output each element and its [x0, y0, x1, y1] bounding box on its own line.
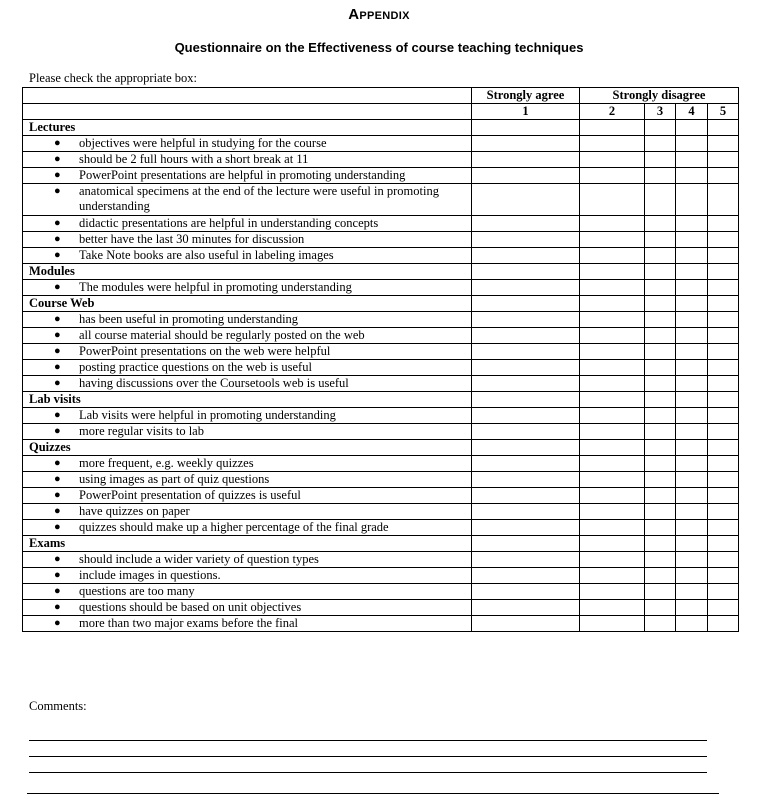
rating-cell[interactable] [580, 296, 645, 312]
rating-cell[interactable] [472, 408, 580, 424]
rating-cell[interactable] [676, 120, 708, 136]
rating-cell[interactable] [580, 408, 645, 424]
questionnaire-body [23, 120, 739, 632]
question-cell [23, 584, 472, 600]
question-row [23, 152, 739, 168]
question-row [23, 168, 739, 184]
section-label: Course Web [23, 296, 472, 312]
section-label: Quizzes [23, 440, 472, 456]
rating-cell[interactable] [580, 264, 645, 280]
rating-cell[interactable] [645, 216, 676, 232]
rating-cell[interactable] [580, 488, 645, 504]
rating-cell[interactable] [580, 136, 645, 152]
rating-cell[interactable] [472, 136, 580, 152]
question-row [23, 488, 739, 504]
bullet-icon: ● [54, 457, 61, 469]
rating-cell[interactable] [708, 280, 739, 296]
question-text: better have the last 30 minutes for discussion [79, 232, 305, 246]
bullet-icon: ● [54, 425, 61, 437]
bullet-icon: ● [54, 185, 61, 197]
rating-cell[interactable] [708, 120, 739, 136]
rating-cell[interactable] [472, 504, 580, 520]
rating-cell[interactable] [676, 472, 708, 488]
rating-cell[interactable] [472, 312, 580, 328]
rating-cell[interactable] [676, 296, 708, 312]
question-text: have quizzes on paper [79, 504, 190, 518]
rating-cell[interactable] [580, 472, 645, 488]
rating-cell[interactable] [580, 360, 645, 376]
question-row [23, 376, 739, 392]
rating-cell[interactable] [708, 296, 739, 312]
question-cell [23, 408, 472, 424]
rating-cell[interactable] [676, 392, 708, 408]
question-text: PowerPoint presentations on the web were helpful [79, 344, 331, 358]
header-row-labels [23, 88, 739, 104]
question-cell [23, 152, 472, 168]
question-cell [23, 136, 472, 152]
rating-cell[interactable] [472, 232, 580, 248]
section-row [23, 440, 739, 456]
bullet-icon: ● [54, 505, 61, 517]
question-text: Lab visits were helpful in promoting understanding [79, 408, 336, 422]
rating-cell[interactable] [645, 280, 676, 296]
rating-cell[interactable] [645, 312, 676, 328]
question-text: didactic presentations are helpful in understanding concepts [79, 216, 379, 230]
rating-cell[interactable] [676, 344, 708, 360]
rating-cell[interactable] [708, 536, 739, 552]
rating-cell[interactable] [708, 600, 739, 616]
question-row [23, 184, 739, 216]
questionnaire-table [22, 87, 739, 632]
bullet-icon: ● [54, 233, 61, 245]
question-cell [23, 568, 472, 584]
rating-cell[interactable] [472, 216, 580, 232]
rating-cell[interactable] [708, 472, 739, 488]
rating-cell[interactable] [708, 520, 739, 536]
rating-cell[interactable] [676, 360, 708, 376]
section-label: Modules [23, 264, 472, 280]
rating-cell[interactable] [580, 232, 645, 248]
question-text: PowerPoint presentation of quizzes is useful [79, 488, 301, 502]
section-label: Exams [23, 536, 472, 552]
question-cell [23, 312, 472, 328]
question-cell [23, 600, 472, 616]
rating-cell[interactable] [676, 568, 708, 584]
rating-cell[interactable] [645, 264, 676, 280]
question-row [23, 232, 739, 248]
question-row [23, 424, 739, 440]
rating-cell[interactable] [676, 488, 708, 504]
rating-cell[interactable] [645, 536, 676, 552]
rating-cell[interactable] [580, 344, 645, 360]
rating-cell[interactable] [708, 264, 739, 280]
rating-cell[interactable] [645, 616, 676, 632]
rating-cell[interactable] [645, 520, 676, 536]
rating-cell[interactable] [645, 552, 676, 568]
rating-cell[interactable] [472, 536, 580, 552]
rating-cell[interactable] [580, 440, 645, 456]
question-text: having discussions over the Coursetools web is useful [79, 376, 349, 390]
rating-cell[interactable] [676, 616, 708, 632]
scale-header-5: 5 [708, 104, 739, 120]
rating-cell[interactable] [472, 328, 580, 344]
question-row [23, 600, 739, 616]
comment-line[interactable] [29, 772, 707, 773]
rating-cell[interactable] [472, 376, 580, 392]
rating-cell[interactable] [645, 328, 676, 344]
bullet-icon: ● [54, 409, 61, 421]
rating-cell[interactable] [645, 392, 676, 408]
rating-cell[interactable] [472, 152, 580, 168]
rating-cell[interactable] [645, 344, 676, 360]
question-row [23, 280, 739, 296]
question-row [23, 568, 739, 584]
appendix-title: Appendix [348, 6, 410, 23]
question-cell [23, 424, 472, 440]
rating-cell[interactable] [676, 264, 708, 280]
bullet-icon: ● [54, 377, 61, 389]
question-text: The modules were helpful in promoting understanding [79, 280, 352, 294]
question-text: posting practice questions on the web is useful [79, 360, 312, 374]
rating-cell[interactable] [472, 296, 580, 312]
bullet-icon: ● [54, 137, 61, 149]
rating-cell[interactable] [708, 408, 739, 424]
rating-cell[interactable] [676, 136, 708, 152]
bullet-icon: ● [54, 553, 61, 565]
question-cell [23, 344, 472, 360]
rating-cell[interactable] [708, 376, 739, 392]
rating-cell[interactable] [580, 600, 645, 616]
rating-cell[interactable] [676, 520, 708, 536]
section-label: Lab visits [23, 392, 472, 408]
bullet-icon: ● [54, 313, 61, 325]
question-cell [23, 184, 472, 216]
question-cell [23, 616, 472, 632]
question-cell [23, 376, 472, 392]
question-cell [23, 552, 472, 568]
rating-cell[interactable] [580, 616, 645, 632]
question-cell [23, 504, 472, 520]
rating-cell[interactable] [708, 344, 739, 360]
questionnaire-subtitle: Questionnaire on the Effectiveness of course teaching techniques [174, 40, 584, 55]
comment-line[interactable] [27, 793, 719, 794]
rating-cell[interactable] [708, 616, 739, 632]
bullet-icon: ● [54, 329, 61, 341]
rating-cell[interactable] [708, 568, 739, 584]
rating-cell[interactable] [645, 152, 676, 168]
bullet-icon: ● [54, 473, 61, 485]
bullet-icon: ● [54, 169, 61, 181]
rating-cell[interactable] [472, 280, 580, 296]
section-row [23, 296, 739, 312]
rating-cell[interactable] [472, 344, 580, 360]
rating-cell[interactable] [676, 168, 708, 184]
rating-cell[interactable] [472, 440, 580, 456]
strongly-disagree-header: Strongly disagree [580, 88, 739, 104]
rating-cell[interactable] [580, 152, 645, 168]
rating-cell[interactable] [580, 184, 645, 216]
question-text: all course material should be regularly posted on the web [79, 328, 365, 342]
header-blank [23, 104, 472, 120]
rating-cell[interactable] [645, 600, 676, 616]
question-text: should be 2 full hours with a short break at 11 [79, 152, 309, 166]
rating-cell[interactable] [580, 552, 645, 568]
question-row [23, 408, 739, 424]
question-text: objectives were helpful in studying for the course [79, 136, 327, 150]
rating-cell[interactable] [645, 504, 676, 520]
question-row [23, 136, 739, 152]
bullet-icon: ● [54, 153, 61, 165]
rating-cell[interactable] [708, 248, 739, 264]
question-text: quizzes should make up a higher percentage of the final grade [79, 520, 389, 534]
bullet-icon: ● [54, 249, 61, 261]
rating-cell[interactable] [472, 456, 580, 472]
question-row [23, 344, 739, 360]
bullet-icon: ● [54, 521, 61, 533]
rating-cell[interactable] [472, 120, 580, 136]
rating-cell[interactable] [676, 216, 708, 232]
rating-cell[interactable] [580, 328, 645, 344]
rating-cell[interactable] [580, 280, 645, 296]
rating-cell[interactable] [472, 584, 580, 600]
comment-line[interactable] [29, 756, 707, 757]
rating-cell[interactable] [472, 360, 580, 376]
question-row [23, 312, 739, 328]
bullet-icon: ● [54, 281, 61, 293]
rating-cell[interactable] [580, 424, 645, 440]
rating-cell[interactable] [580, 584, 645, 600]
question-row [23, 328, 739, 344]
question-cell [23, 472, 472, 488]
rating-cell[interactable] [472, 392, 580, 408]
rating-cell[interactable] [472, 472, 580, 488]
question-text: using images as part of quiz questions [79, 472, 270, 486]
rating-cell[interactable] [676, 232, 708, 248]
rating-cell[interactable] [645, 440, 676, 456]
rating-cell[interactable] [472, 552, 580, 568]
comment-line[interactable] [29, 740, 707, 741]
scale-header-4: 4 [676, 104, 708, 120]
rating-cell[interactable] [645, 408, 676, 424]
question-cell [23, 232, 472, 248]
question-text: Take Note books are also useful in labeling images [79, 248, 334, 262]
scale-header-3: 3 [645, 104, 676, 120]
rating-cell[interactable] [472, 600, 580, 616]
rating-cell[interactable] [708, 152, 739, 168]
question-text: questions are too many [79, 584, 195, 598]
rating-cell[interactable] [676, 440, 708, 456]
bullet-icon: ● [54, 489, 61, 501]
rating-cell[interactable] [708, 440, 739, 456]
bullet-icon: ● [54, 585, 61, 597]
bullet-icon: ● [54, 217, 61, 229]
question-row [23, 248, 739, 264]
rating-cell[interactable] [708, 136, 739, 152]
rating-cell[interactable] [645, 424, 676, 440]
rating-cell[interactable] [472, 184, 580, 216]
rating-cell[interactable] [472, 248, 580, 264]
question-cell [23, 168, 472, 184]
rating-cell[interactable] [708, 488, 739, 504]
rating-cell[interactable] [676, 600, 708, 616]
rating-cell[interactable] [580, 376, 645, 392]
rating-cell[interactable] [580, 456, 645, 472]
question-row [23, 616, 739, 632]
rating-cell[interactable] [676, 376, 708, 392]
section-row [23, 264, 739, 280]
rating-cell[interactable] [580, 568, 645, 584]
rating-cell[interactable] [472, 568, 580, 584]
rating-cell[interactable] [645, 248, 676, 264]
rating-cell[interactable] [645, 376, 676, 392]
rating-cell[interactable] [676, 312, 708, 328]
header-row-scale [23, 104, 739, 120]
rating-cell[interactable] [580, 504, 645, 520]
rating-cell[interactable] [676, 456, 708, 472]
question-text: PowerPoint presentations are helpful in promoting understanding [79, 168, 406, 182]
question-text: should include a wider variety of question types [79, 552, 319, 566]
rating-cell[interactable] [645, 168, 676, 184]
question-cell [23, 280, 472, 296]
scale-header-1: 1 [472, 104, 580, 120]
rating-cell[interactable] [645, 488, 676, 504]
question-cell [23, 216, 472, 232]
rating-cell[interactable] [580, 312, 645, 328]
question-row [23, 360, 739, 376]
rating-cell[interactable] [708, 216, 739, 232]
strongly-agree-header: Strongly agree [472, 88, 580, 104]
rating-cell[interactable] [472, 424, 580, 440]
rating-cell[interactable] [580, 216, 645, 232]
rating-cell[interactable] [708, 504, 739, 520]
rating-cell[interactable] [708, 184, 739, 216]
question-cell [23, 248, 472, 264]
rating-cell[interactable] [676, 408, 708, 424]
rating-cell[interactable] [645, 472, 676, 488]
rating-cell[interactable] [645, 568, 676, 584]
rating-cell[interactable] [645, 296, 676, 312]
rating-cell[interactable] [472, 264, 580, 280]
rating-cell[interactable] [676, 552, 708, 568]
rating-cell[interactable] [645, 120, 676, 136]
rating-cell[interactable] [472, 520, 580, 536]
question-row [23, 520, 739, 536]
question-row [23, 504, 739, 520]
rating-cell[interactable] [708, 392, 739, 408]
question-row [23, 216, 739, 232]
rating-cell[interactable] [580, 536, 645, 552]
bullet-icon: ● [54, 569, 61, 581]
question-row [23, 552, 739, 568]
question-row [23, 456, 739, 472]
rating-cell[interactable] [708, 584, 739, 600]
rating-cell[interactable] [645, 232, 676, 248]
rating-cell[interactable] [676, 184, 708, 216]
question-text: more than two major exams before the final [79, 616, 299, 630]
rating-cell[interactable] [472, 616, 580, 632]
rating-cell[interactable] [708, 552, 739, 568]
instruction-text: Please check the appropriate box: [29, 71, 197, 85]
rating-cell[interactable] [676, 280, 708, 296]
question-cell [23, 360, 472, 376]
question-cell [23, 456, 472, 472]
question-text: more frequent, e.g. weekly quizzes [79, 456, 254, 470]
bullet-icon: ● [54, 345, 61, 357]
rating-cell[interactable] [645, 360, 676, 376]
rating-cell[interactable] [676, 424, 708, 440]
section-row [23, 392, 739, 408]
question-cell [23, 328, 472, 344]
rating-cell[interactable] [645, 456, 676, 472]
rating-cell[interactable] [676, 584, 708, 600]
question-row [23, 584, 739, 600]
rating-cell[interactable] [708, 232, 739, 248]
question-cell [23, 520, 472, 536]
rating-cell[interactable] [708, 456, 739, 472]
question-text: has been useful in promoting understanding [79, 312, 299, 326]
header-blank [23, 88, 472, 104]
bullet-icon: ● [54, 601, 61, 613]
rating-cell[interactable] [676, 152, 708, 168]
comments-label: Comments: [29, 699, 87, 713]
rating-cell[interactable] [708, 328, 739, 344]
rating-cell[interactable] [580, 120, 645, 136]
question-text: more regular visits to lab [79, 424, 204, 438]
rating-cell[interactable] [676, 504, 708, 520]
rating-cell[interactable] [676, 248, 708, 264]
rating-cell[interactable] [580, 168, 645, 184]
rating-cell[interactable] [676, 328, 708, 344]
rating-cell[interactable] [580, 248, 645, 264]
rating-cell[interactable] [708, 424, 739, 440]
rating-cell[interactable] [472, 168, 580, 184]
scale-header-2: 2 [580, 104, 645, 120]
rating-cell[interactable] [645, 136, 676, 152]
rating-cell[interactable] [472, 488, 580, 504]
rating-cell[interactable] [676, 536, 708, 552]
section-label: Lectures [23, 120, 472, 136]
rating-cell[interactable] [708, 360, 739, 376]
rating-cell[interactable] [645, 184, 676, 216]
section-row [23, 120, 739, 136]
question-cell [23, 488, 472, 504]
question-row [23, 472, 739, 488]
question-text: questions should be based on unit objectives [79, 600, 302, 614]
rating-cell[interactable] [708, 168, 739, 184]
bullet-icon: ● [54, 361, 61, 373]
rating-cell[interactable] [580, 392, 645, 408]
rating-cell[interactable] [645, 584, 676, 600]
rating-cell[interactable] [708, 312, 739, 328]
bullet-icon: ● [54, 617, 61, 629]
question-text: include images in questions. [79, 568, 221, 582]
rating-cell[interactable] [580, 520, 645, 536]
question-text: anatomical specimens at the end of the lecture were useful in promoting understanding [79, 184, 439, 213]
section-row [23, 536, 739, 552]
